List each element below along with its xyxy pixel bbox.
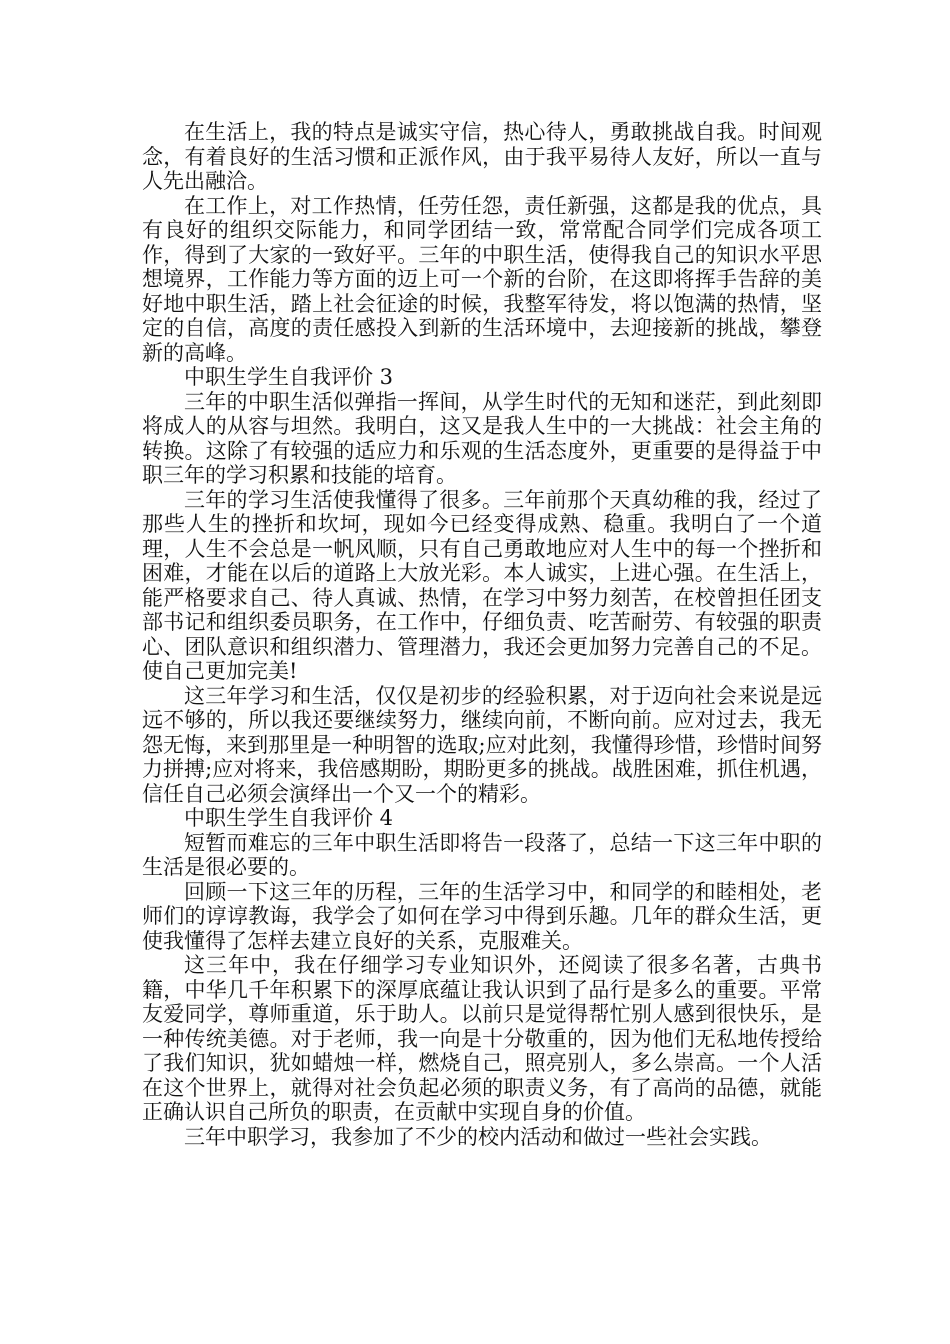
- paragraph-work: 在工作上，对工作热情，任劳任怨，责任新强，这都是我的优点，具有良好的组织交际能力，和同学团结一致，常常配合同学们完成各项工作，得到了大家的一致好平。三年的中职生活，使得我自己的知识水平思想境界，工作能力等方面的迈上可一个新的台阶，在这即将挥手告辞的美好地中职生活，踏上社会征途的时候，我整军待发，将以饱满的热情，坚定的自信，高度的责任感投入到新的生活环境中，去迎接新的挑战，攀登新的高峰。: [142, 193, 822, 365]
- paragraph-summary: 短暂而难忘的三年中职生活即将告一段落了，总结一下这三年中职的生活是很必要的。: [142, 830, 822, 879]
- paragraph-activities: 三年中职学习，我参加了不少的校内活动和做过一些社会实践。: [184, 1124, 772, 1149]
- paragraph-life: 在生活上，我的特点是诚实守信，热心待人，勇敢挑战自我。时间观念，有着良好的生活习惯和正派作风，由于我平易待人友好，所以一直与人先出融洽。: [142, 120, 822, 193]
- document-body: [142, 120, 822, 1149]
- paragraph-three-years: 三年的中职生活似弹指一挥间，从学生时代的无知和迷茫，到此刻即将成人的从容与坦然。我明白，这又是我人生中的一大挑战：社会主角的转换。这除了有较强的适应力和乐观的生活态度外，更重要的是得益于中职三年的学习积累和技能的培育。: [142, 389, 822, 487]
- paragraph-learned: 三年的学习生活使我懂得了很多。三年前那个天真幼稚的我，经过了那些人生的挫折和坎坷，现如今已经变得成熟、稳重。我明白了一个道理，人生不会总是一帆风顺，只有自己勇敢地应对人生中的每一个挫折和困难，才能在以后的道路上大放光彩。本人诚实，上进心强。在生活上，能严格要求自己、待人真诚、热情，在学习中努力刻苦，在校曾担任团支部书记和组织委员职务，在工作中，仔细负责、吃苦耐劳、有较强的职责心、团队意识和组织潜力、管理潜力，我还会更加努力完善自己的不足。使自己更加完美!: [142, 487, 822, 683]
- paragraph-experience: 这三年学习和生活，仅仅是初步的经验积累，对于迈向社会来说是远远不够的，所以我还要继续努力，继续向前，不断向前。应对过去，我无怨无悔，来到那里是一种明智的选取;应对此刻，我懂得珍惜，珍惜时间努力拼搏;应对将来，我倍感期盼，期盼更多的挑战。战胜困难，抓住机遇，信任自己必须会演绎出一个又一个的精彩。: [142, 683, 822, 806]
- section-heading-3: 中职生学生自我评价 3: [184, 365, 394, 389]
- paragraph-study: 这三年中，我在仔细学习专业知识外，还阅读了很多名著，古典书籍，中华几千年积累下的深厚底蕴让我认识到了品行是多么的重要。平常友爱同学，尊师重道，乐于助人。以前只是觉得帮忙别人感到很快乐，是一种传统美德。对于老师，我一向是十分敬重的，因为他们无私地传授给了我们知识，犹如蜡烛一样，燃烧自己，照亮别人，多么崇高。一个人活在这个世界上，就得对社会负起必须的职责义务，有了高尚的品德，就能正确认识自己所负的职责，在贡献中实现自身的价值。: [142, 953, 822, 1124]
- paragraph-review: 回顾一下这三年的历程，三年的生活学习中，和同学的和睦相处，老师们的谆谆教诲，我学会了如何在学习中得到乐趣。几年的群众生活，更使我懂得了怎样去建立良好的关系，克服难关。: [142, 879, 822, 953]
- section-heading-4: 中职生学生自我评价 4: [184, 806, 394, 830]
